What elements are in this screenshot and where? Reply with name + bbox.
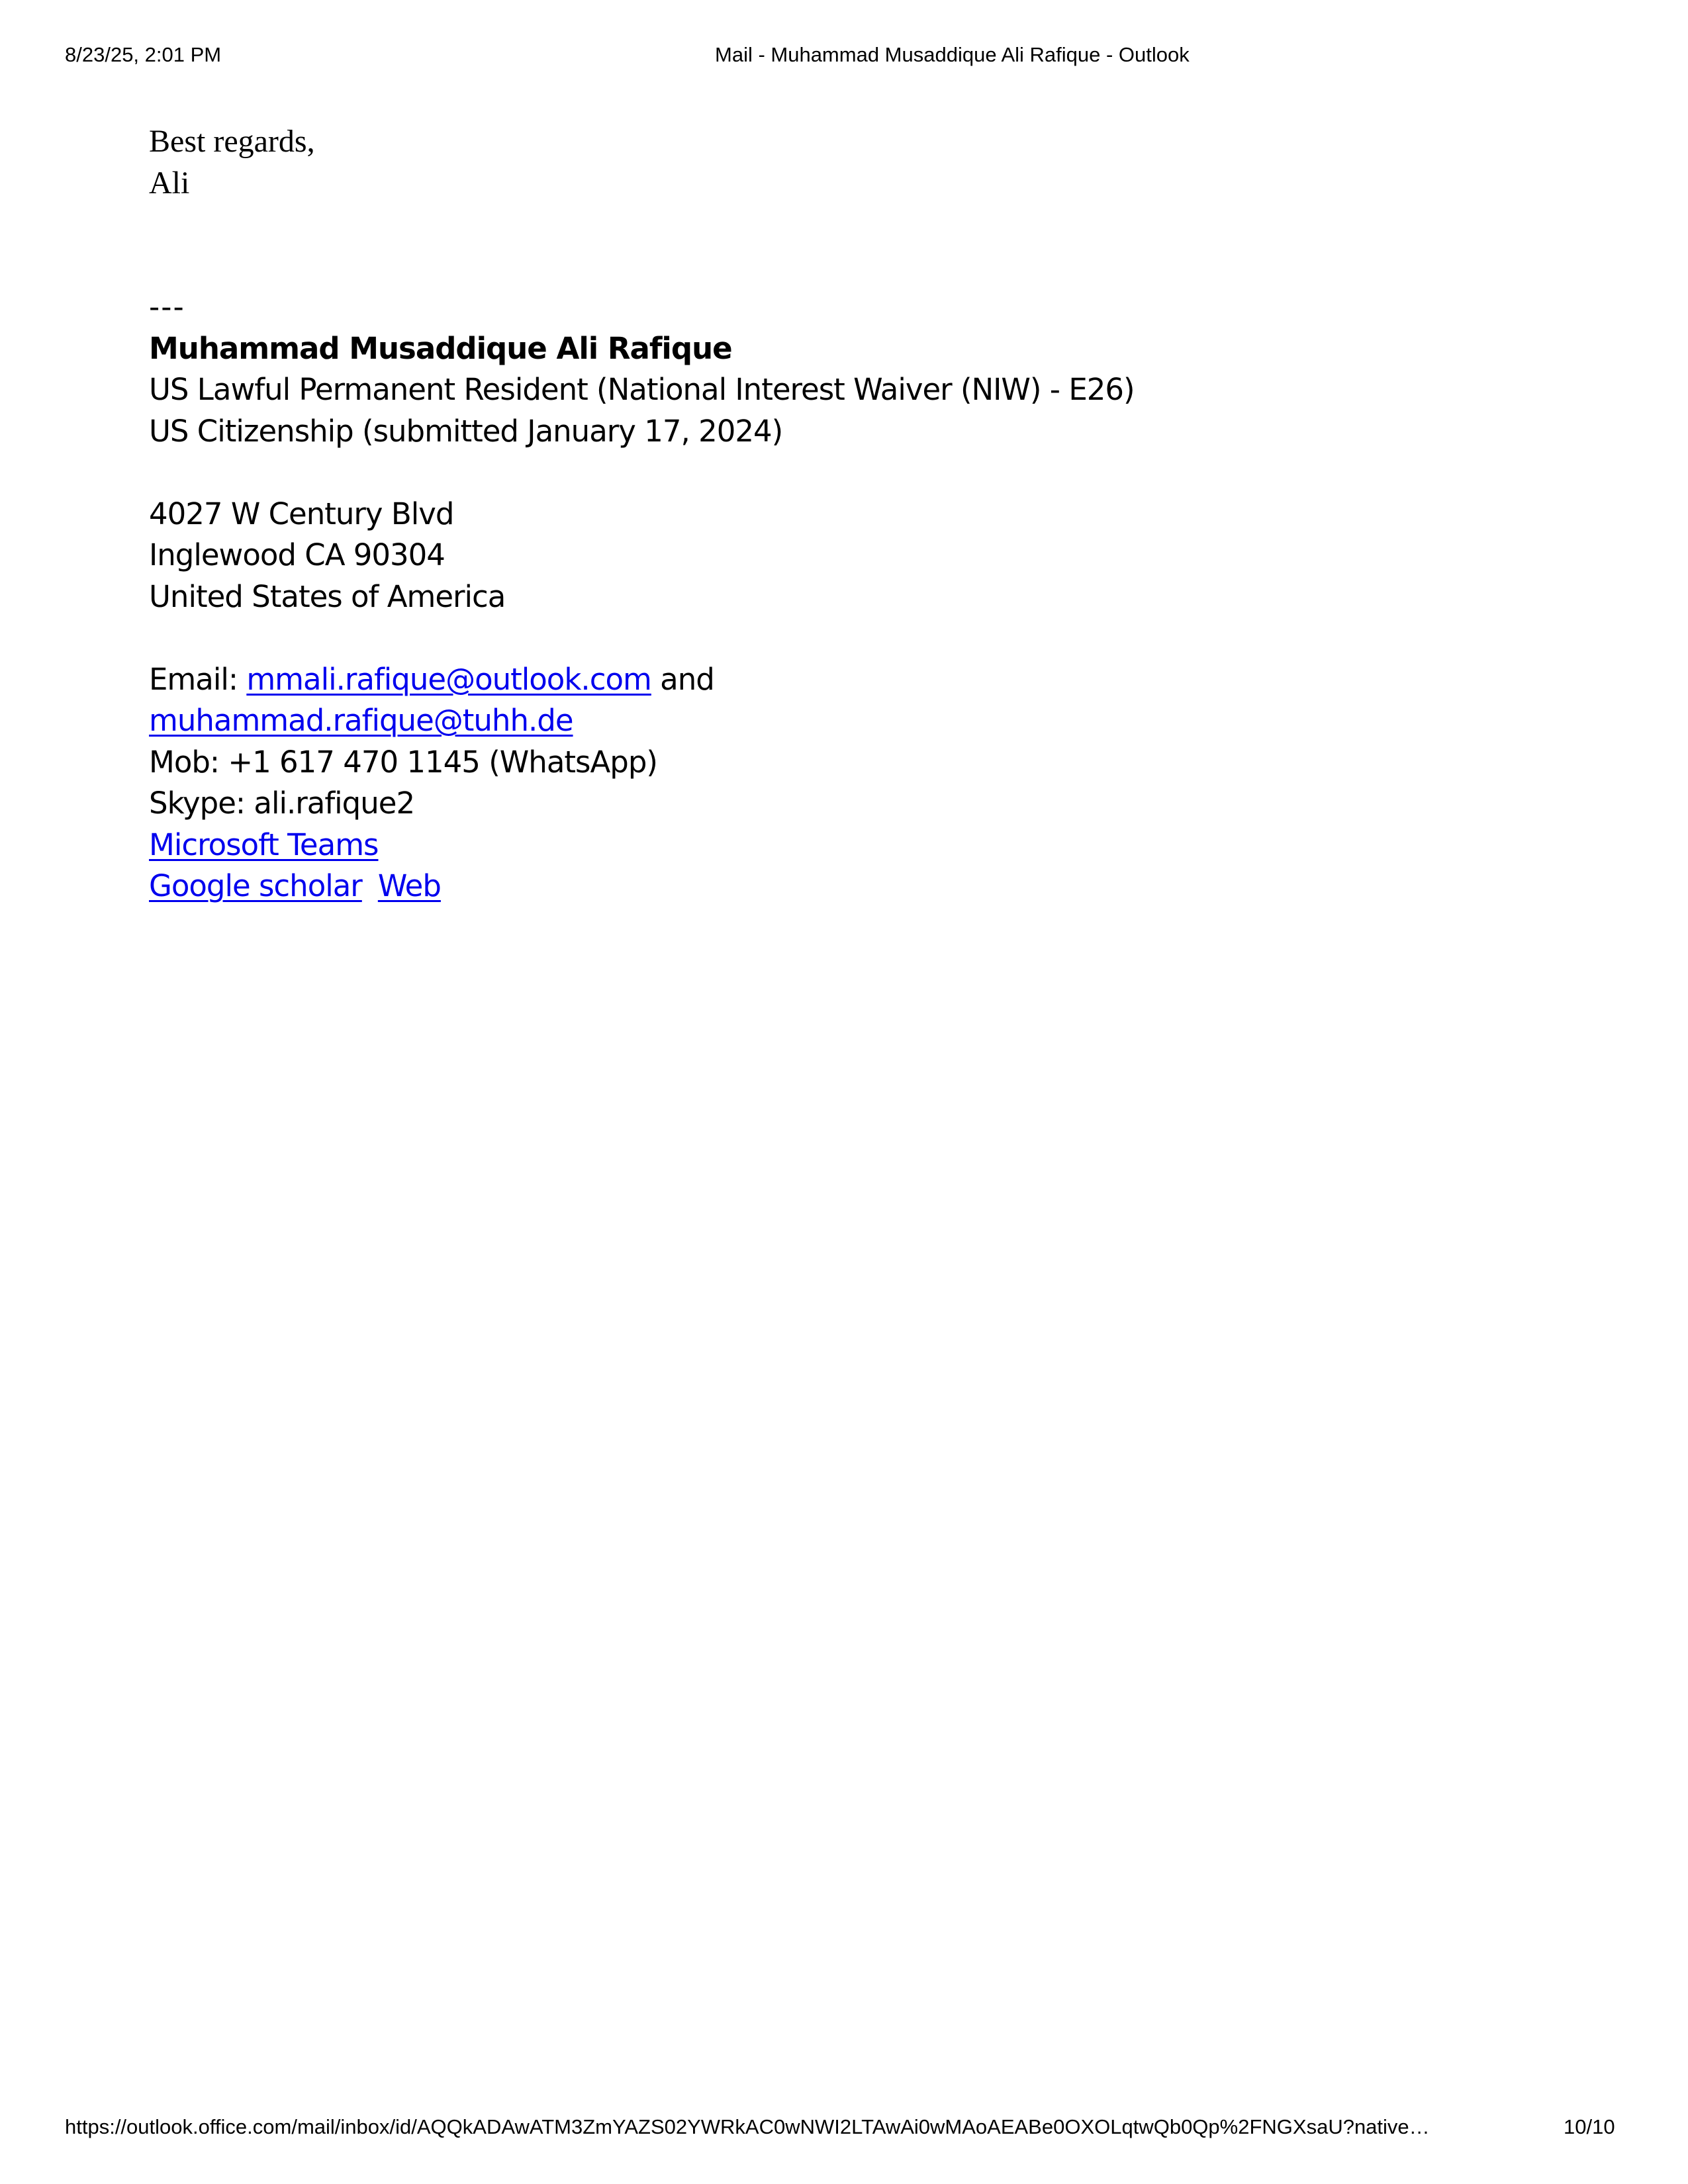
signature-spacer — [149, 617, 1135, 659]
microsoft-teams-link[interactable]: Microsoft Teams — [149, 827, 379, 862]
signature-status-residency: US Lawful Permanent Resident (National Interest Waiver (NIW) - E26) — [149, 372, 1135, 407]
email-signature — [149, 287, 1135, 907]
email-contact-line — [149, 659, 1135, 701]
email-link-tuhh[interactable]: muhammad.rafique@tuhh.de — [149, 703, 573, 738]
signature-name: Muhammad Musaddique Ali Rafique — [149, 330, 732, 366]
email-label: Email: — [149, 661, 247, 697]
address-country: United States of America — [149, 578, 506, 614]
closing-phrase: Best regards, — [149, 124, 315, 159]
profile-links-line — [149, 866, 1135, 907]
email-contact-line-2 — [149, 700, 1135, 742]
address-street: 4027 W Century Blvd — [149, 496, 454, 531]
web-link[interactable]: Web — [377, 868, 441, 903]
print-datetime: 8/23/25, 2:01 PM — [65, 43, 222, 66]
print-page-number: 10/10 — [1564, 2115, 1615, 2138]
signature-spacer — [149, 452, 1135, 494]
print-page-title: Mail - Muhammad Musaddique Ali Rafique - Outlook — [715, 43, 1190, 66]
print-url: https://outlook.office.com/mail/inbox/id/AQQkADAwATM3ZmYAZS02YWRkAC0wNWI2LTAwAi0wMAoAEABe0OXOLqtwQb0Qp%2FNGXsaU?native… — [65, 2115, 1430, 2138]
email-joiner: and — [651, 661, 714, 697]
email-closing — [149, 120, 315, 204]
teams-line — [149, 825, 1135, 866]
sender-first-name: Ali — [149, 165, 190, 201]
mobile-number: Mob: +1 617 470 1145 (WhatsApp) — [149, 744, 657, 780]
email-link-outlook[interactable]: mmali.rafique@outlook.com — [246, 661, 651, 697]
signature-separator: --- — [149, 289, 185, 324]
signature-status-citizenship: US Citizenship (submitted January 17, 2024) — [149, 413, 783, 449]
skype-id: Skype: ali.rafique2 — [149, 786, 415, 821]
address-city: Inglewood CA 90304 — [149, 537, 445, 572]
google-scholar-link[interactable]: Google scholar — [149, 868, 362, 903]
